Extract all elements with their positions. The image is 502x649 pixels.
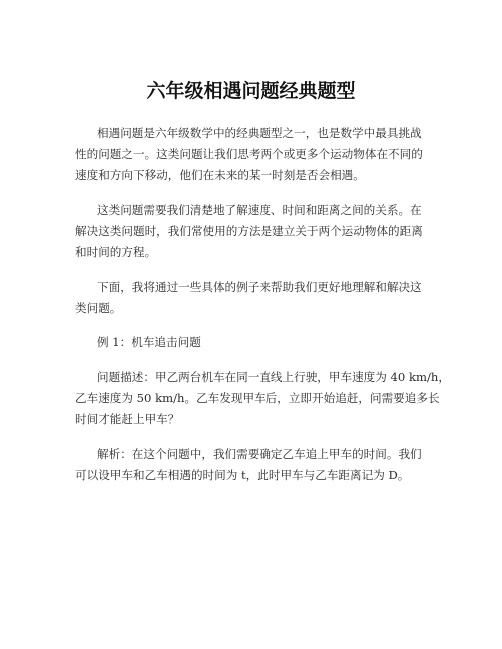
paragraph-6-line-1: 解析：在这个问题中，我们需要确定乙车追上甲车的时间。我们 bbox=[97, 447, 422, 461]
paragraph-1-line-3: 速度和方向下移动，他们在未来的某一时刻是否会相遇。 bbox=[75, 168, 365, 182]
example-1-heading: 例 1：机车追击问题 bbox=[97, 335, 201, 349]
paragraph-5-line-1: 问题描述：甲乙两台机车在同一直线上行驶，甲车速度为 40 km/h， bbox=[97, 370, 450, 384]
paragraph-5-line-3: 时间才能赶上甲车？ bbox=[75, 412, 180, 426]
paragraph-6-line-2: 可以设甲车和乙车相遇的时间为 t，此时甲车与乙车距离记为 D。 bbox=[75, 468, 410, 482]
paragraph-2-line-3: 和时间的方程。 bbox=[75, 245, 157, 259]
document-title: 六年级相遇问题经典题型 bbox=[146, 80, 356, 102]
paragraph-3-line-2: 类问题。 bbox=[75, 301, 122, 315]
paragraph-5-line-2: 乙车速度为 50 km/h。乙车发现甲车后，立即开始追赶，问需要追多长 bbox=[75, 391, 440, 405]
paragraph-2-line-2: 解决这类问题时，我们常使用的方法是建立关于两个运动物体的距离 bbox=[75, 224, 423, 238]
paragraph-3-line-1: 下面，我将通过一些具体的例子来帮助我们更好地理解和解决这 bbox=[97, 280, 422, 294]
paragraph-1-line-2: 性的问题之一。这类问题让我们思考两个或更多个运动物体在不同的 bbox=[75, 147, 423, 161]
paragraph-2-line-1: 这类问题需要我们清楚地了解速度、时间和距离之间的关系。在 bbox=[97, 203, 422, 217]
paragraph-1-line-1: 相遇问题是六年级数学中的经典题型之一，也是数学中最具挑战 bbox=[97, 126, 422, 140]
